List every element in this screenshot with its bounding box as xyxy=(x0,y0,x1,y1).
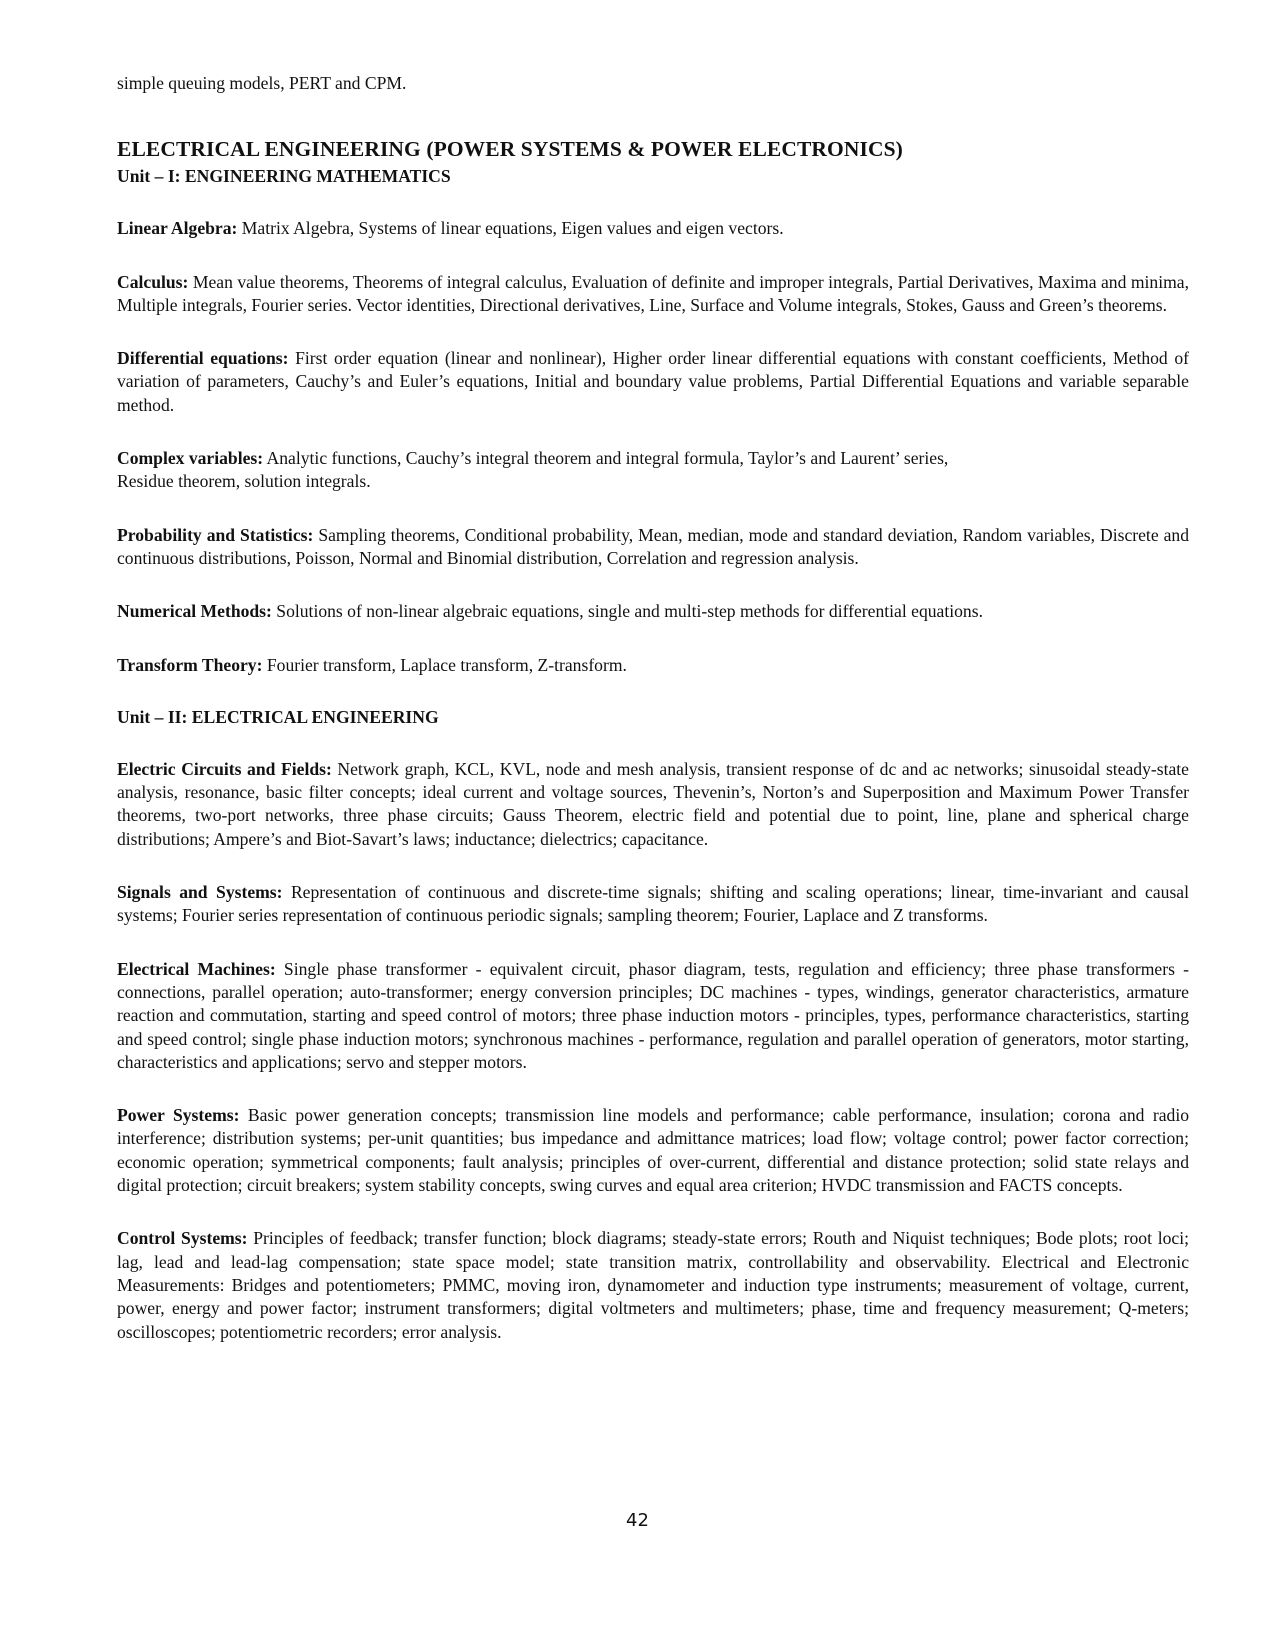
section-label: Signals and Systems: xyxy=(117,882,283,903)
section-probability-statistics xyxy=(117,524,1189,571)
section-complex-variables xyxy=(117,447,1189,494)
section-text: Mean value theorems, Theorems of integral calculus, Evaluation of definite and improper integrals, Partial Derivatives, Maxima and minima, Multiple integrals, Fourier series. Vector identities, Directional derivatives, Line, Surface and Volume integrals, Stokes, Gauss and Green’s theorems. xyxy=(117,271,1189,315)
section-label: Differential equations: xyxy=(117,348,289,369)
section-label: Numerical Methods: xyxy=(117,601,272,622)
section-text-continued: Residue theorem, solution integrals. xyxy=(117,471,371,492)
section-label: Complex variables: xyxy=(117,448,264,469)
section-linear-algebra xyxy=(117,217,1189,240)
section-electrical-machines xyxy=(117,958,1189,1074)
section-signals-systems xyxy=(117,881,1189,928)
section-text: Solutions of non-linear algebraic equations, single and multi-step methods for differential equations. xyxy=(271,601,983,622)
page-number: 42 xyxy=(626,1510,649,1531)
page-title: ELECTRICAL ENGINEERING (POWER SYSTEMS & POWER ELECTRONICS) xyxy=(117,137,903,162)
section-label: Power Systems: xyxy=(117,1105,240,1126)
section-transform-theory xyxy=(117,654,1189,677)
section-power-systems xyxy=(117,1104,1189,1197)
section-differential-equations xyxy=(117,347,1189,417)
section-text: Analytic functions, Cauchy’s integral theorem and integral formula, Taylor’s and Laurent’ series, xyxy=(263,448,949,469)
section-label: Linear Algebra: xyxy=(117,218,238,239)
section-calculus xyxy=(117,271,1189,318)
section-text: Representation of continuous and discrete-time signals; shifting and scaling operations; linear, time-invariant and causal systems; Fourier series representation of continuous periodic signals; sampling theorem; Fourier, Laplace and Z transforms. xyxy=(117,882,1189,926)
section-label: Calculus: xyxy=(117,271,189,292)
section-control-systems xyxy=(117,1227,1189,1343)
section-label: Electric Circuits and Fields: xyxy=(117,758,332,779)
section-label: Probability and Statistics: xyxy=(117,524,314,545)
unit-2-heading: Unit – II: ELECTRICAL ENGINEERING xyxy=(117,706,439,727)
section-label: Electrical Machines: xyxy=(117,958,276,979)
section-text: Single phase transformer - equivalent circuit, phasor diagram, tests, regulation and efficiency; three phase transformers - connections, parallel operation; auto-transformer; energy conversion principles; DC machines - types, windings, generator characteristics, armature reaction and commutation, starting and speed control of motors; three phase induction motors - principles, types, performance characteristics, starting and speed control; single phase induction motors; synchronous machines - performance, regulation and parallel operation of generators, motor starting, characteristics and applications; servo and stepper motors. xyxy=(117,958,1190,1072)
intro-line: simple queuing models, PERT and CPM. xyxy=(117,73,407,93)
section-electric-circuits-fields xyxy=(117,758,1189,851)
section-text: Sampling theorems, Conditional probability, Mean, median, mode and standard deviation, Random variables, Discrete and continuous distributions, Poisson, Normal and Binomial distribution, Correlation and regression analysis. xyxy=(117,524,1190,568)
section-text: Matrix Algebra, Systems of linear equations, Eigen values and eigen vectors. xyxy=(237,218,784,239)
section-text: Basic power generation concepts; transmission line models and performance; cable performance, insulation; corona and radio interference; distribution systems; per-unit quantities; bus impedance and admittance matrices; load flow; voltage control; power factor correction; economic operation; symmetrical components; fault analysis; principles of over-current, differential and distance protection; solid state relays and digital protection; circuit breakers; system stability concepts, swing curves and equal area criterion; HVDC transmission and FACTS concepts. xyxy=(117,1105,1190,1196)
section-text: First order equation (linear and nonlinear), Higher order linear differential equations with constant coefficients, Method of variation of parameters, Cauchy’s and Euler’s equations, Initial and boundary value problems, Partial Differential Equations and variable separable method. xyxy=(117,348,1189,415)
section-text: Fourier transform, Laplace transform, Z-transform. xyxy=(262,654,627,675)
section-text: Principles of feedback; transfer function; block diagrams; steady-state errors; Routh and Niquist techniques; Bode plots; root loci; lag, lead and lead-lag compensation; state space model; state transition matrix, controllability and observability. Electrical and Electronic Measurements: Bridges and potentiometers; PMMC, moving iron, dynamometer and induction type instruments; measurement of voltage, current, power, energy and power factor; instrument transformers; digital voltmeters and multimeters; phase, time and frequency measurement; Q-meters; oscilloscopes; potentiometric recorders; error analysis. xyxy=(117,1228,1189,1342)
document-page xyxy=(117,72,1189,1344)
section-numerical-methods xyxy=(117,600,1189,623)
section-label: Control Systems: xyxy=(117,1228,248,1249)
section-label: Transform Theory: xyxy=(117,654,263,675)
unit-1-heading: Unit – I: ENGINEERING MATHEMATICS xyxy=(117,166,451,187)
section-text: Network graph, KCL, KVL, node and mesh analysis, transient response of dc and ac networks; sinusoidal steady-state analysis, resonance, basic filter concepts; ideal current and voltage sources, Thevenin’s, Norton’s and Superposition and Maximum Power Transfer theorems, two-port networks, three phase circuits; Gauss Theorem, electric field and potential due to point, line, plane and spherical charge distributions; Ampere’s and Biot-Savart’s laws; inductance; dielectrics; capacitance. xyxy=(117,758,1189,849)
